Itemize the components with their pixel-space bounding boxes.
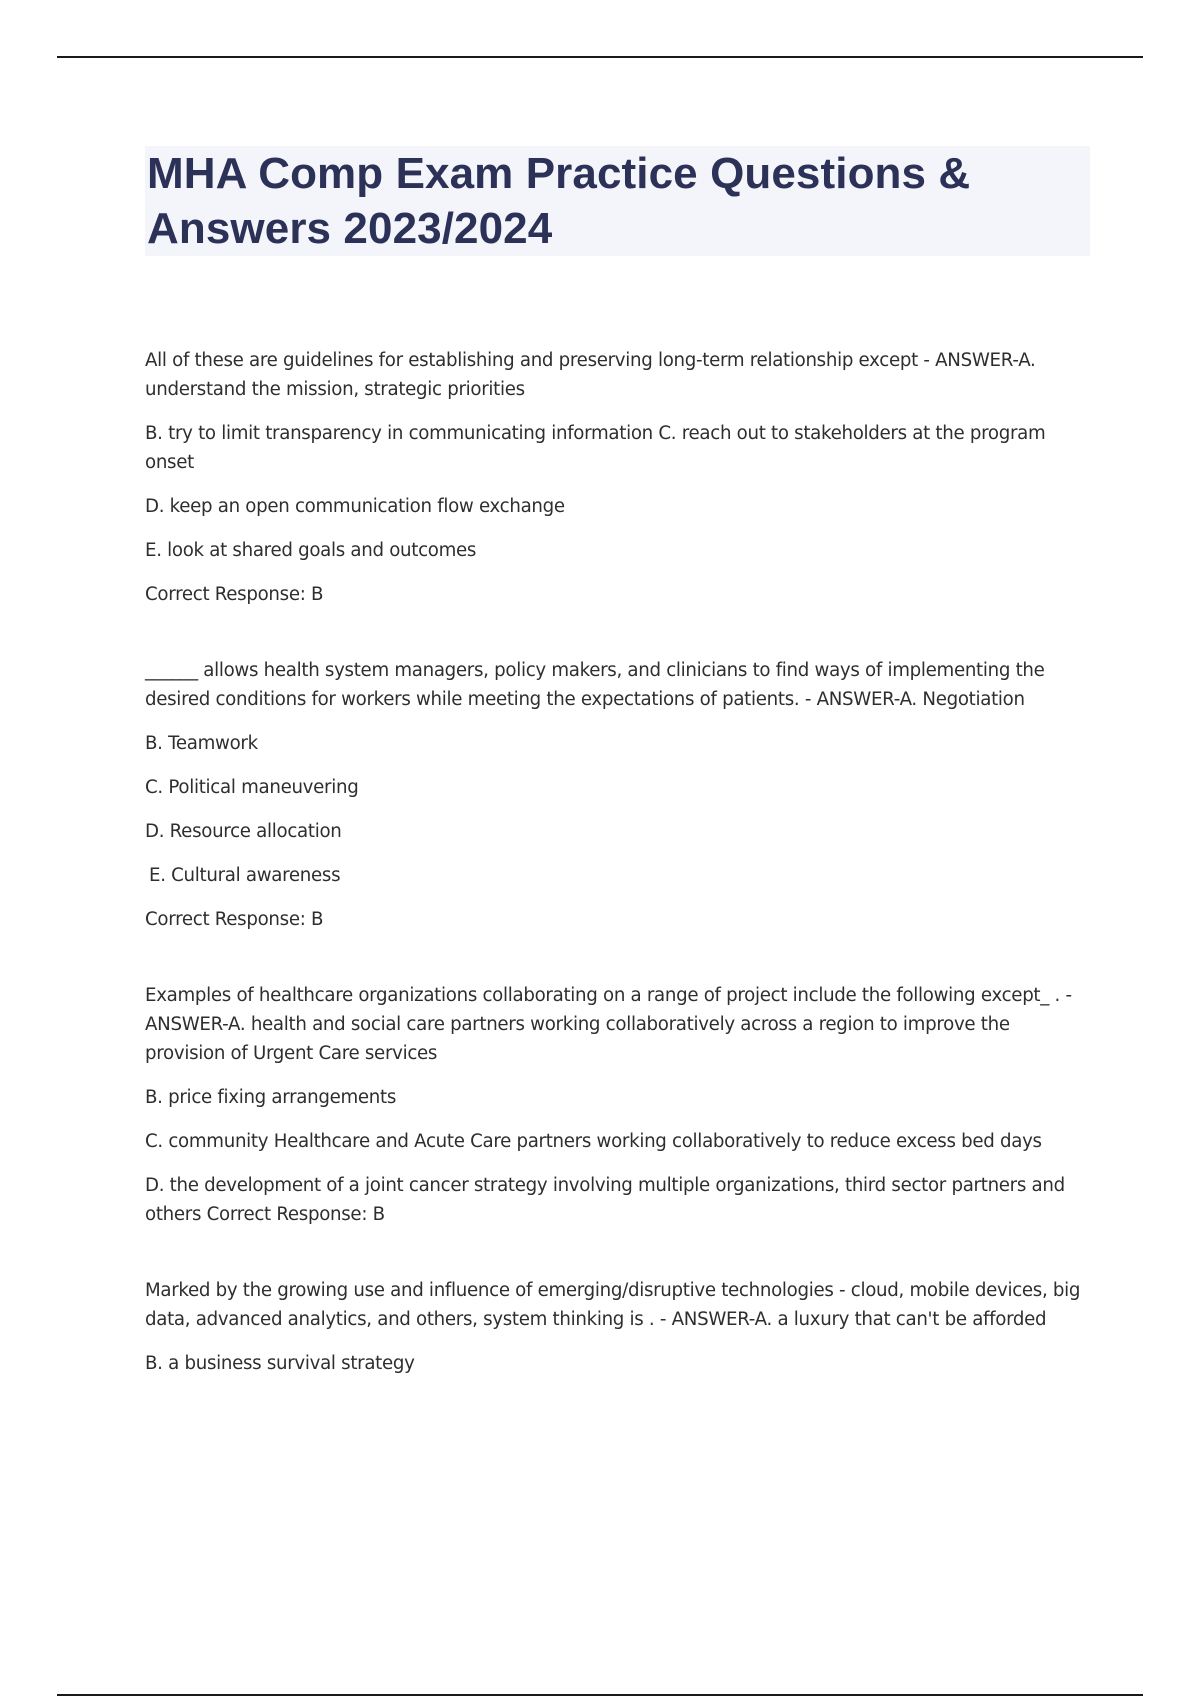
answer-option: E. look at shared goals and outcomes [145,540,477,561]
question-block [145,1276,1095,1378]
answer-option: B. a business survival strategy [145,1353,415,1374]
answer-option: B. try to limit transparency in communicating information C. reach out to stakeholders at the program onset [145,423,1046,473]
question-block [145,346,1095,609]
question-text: Marked by the growing use and influence of emerging/disruptive technologies - cloud, mobile devices, big data, advanced analytics, and others, system thinking is . - ANSWER-A. a luxury that can't be afforded [145,1280,1081,1330]
answer-option: D. Resource allocation [145,821,342,842]
answer-option: E. Cultural awareness [149,865,341,886]
question-block [145,656,1095,934]
question-list [145,346,1095,1425]
page-title: MHA Comp Exam Practice Questions & Answers 2023/2024 [147,149,971,253]
answer-option: C. Political maneuvering [145,777,359,798]
answer-option: D. keep an open communication flow exchange [145,496,565,517]
correct-response: Correct Response: B [145,909,324,930]
bottom-divider [57,1694,1143,1696]
answer-option: D. the development of a joint cancer strategy involving multiple organizations, third sector partners and others Correct Response: B [145,1175,1065,1225]
correct-response: Correct Response: B [145,584,324,605]
question-text: Examples of healthcare organizations collaborating on a range of project include the following except_ . - ANSWER-A. health and social care partners working collaboratively across a region to improve the provision of Urgent Care services [145,985,1072,1064]
question-text: All of these are guidelines for establishing and preserving long-term relationship except - ANSWER-A. understand the mission, strategic priorities [145,350,1036,400]
question-block [145,981,1095,1229]
answer-option: B. Teamwork [145,733,258,754]
title-banner [145,146,1090,256]
answer-option: C. community Healthcare and Acute Care partners working collaboratively to reduce excess bed days [145,1131,1042,1152]
question-text: ______ allows health system managers, policy makers, and clinicians to find ways of implementing the desired conditions for workers while meeting the expectations of patients. - ANSWER-A. Negotiation [145,660,1045,710]
answer-option: B. price fixing arrangements [145,1087,397,1108]
top-divider [57,56,1143,58]
